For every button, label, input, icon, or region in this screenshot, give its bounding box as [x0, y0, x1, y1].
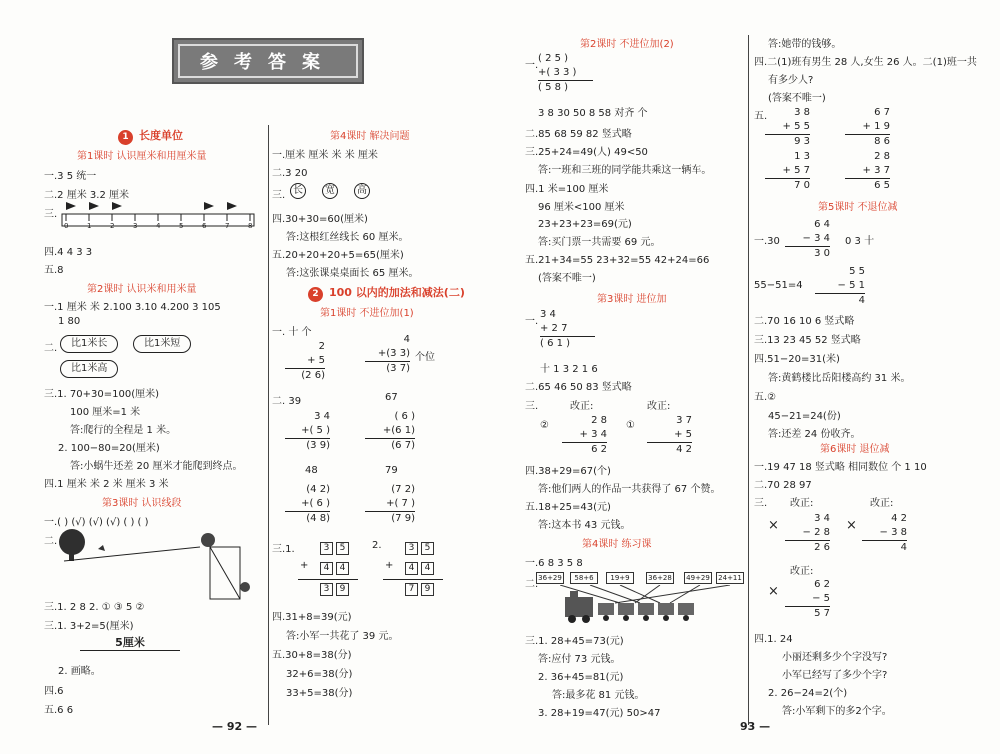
digit-box: 9 — [421, 583, 434, 596]
answer-pill: 比1米短 — [133, 335, 191, 353]
answer-line: 答:买门票一共需要 69 元。 — [538, 237, 661, 248]
fix-label: 改正: — [870, 498, 894, 509]
answer-line: 3. 28+19=47(元) 50>47 — [538, 708, 661, 719]
tree-line-svg — [50, 525, 265, 605]
segment-figure — [50, 525, 265, 605]
calc-row: +(6 1) — [382, 425, 415, 436]
answer-line: 1 80 — [58, 316, 81, 327]
answer-line: 三.1. — [272, 544, 295, 555]
expression-card: 36+28 — [646, 572, 674, 584]
answer-line: 二.70 16 10 6 竖式略 — [754, 316, 855, 327]
vertical-calc — [365, 410, 415, 453]
answer-line: 2. 26−24=2(个) — [768, 688, 848, 699]
answer-line: 二. — [44, 343, 58, 354]
calc-rule — [383, 579, 443, 580]
ruler-svg — [60, 200, 260, 236]
answer-line: 小军已经写了多少个字? — [782, 670, 888, 681]
answer-line: 33+5=38(分) — [286, 688, 353, 699]
answer-line: 二. — [525, 579, 539, 590]
tick-label: 4 — [156, 222, 161, 230]
answer-line: 三.1. 2 8 2. ① ③ 5 ② — [44, 602, 145, 613]
digit-box: 4 — [336, 562, 349, 575]
answer-line: 四.51−20=31(米) — [754, 354, 840, 365]
plus-sign: + — [300, 560, 309, 571]
calc-row: + 5 5 — [782, 121, 810, 132]
answer-line: 四.30+30=60(厘米) — [272, 214, 368, 225]
segment-label: 5厘米 — [80, 634, 180, 651]
answer-line: 答:一班和三班的同学能共乘这一辆车。 — [538, 165, 712, 176]
answer-line: 45−21=24(份) — [768, 411, 841, 422]
calc-row: + 5 7 — [782, 165, 810, 176]
answer-line: 55−51=4 — [754, 280, 803, 291]
answer-line: 小丽还剩多少个字没写? — [782, 652, 888, 663]
lesson-title: 第1课时 不进位加(1) — [320, 308, 414, 319]
answer-line: (答案不唯一) — [538, 273, 596, 284]
answer-line: 一. — [525, 60, 539, 71]
digit-box: 5 — [336, 542, 349, 555]
calc-row: + 2 7 — [540, 323, 568, 334]
calc-row: 1 3 — [794, 151, 810, 162]
vertical-calc — [765, 106, 810, 149]
calc-row: 3 4 — [314, 411, 330, 422]
vertical-calc — [785, 512, 830, 555]
tick-label: 7 — [225, 222, 230, 230]
answer-line: 一.1 厘米 米 2.100 3.10 4.200 3 105 — [44, 302, 221, 313]
calc-result: (2 6) — [285, 368, 325, 383]
calc-row: 2 8 — [591, 415, 607, 426]
answer-line: 2. 100−80=20(厘米) — [58, 443, 160, 454]
digit-box: 7 — [405, 583, 418, 596]
calc-result: 8 6 — [845, 134, 890, 149]
calc-result: ( 6 1 ) — [540, 336, 595, 351]
answer-line: 一.19 47 18 竖式略 相同数位 个 1 10 — [754, 462, 927, 473]
digit-box: 3 — [320, 583, 333, 596]
fix-label: 改正: — [647, 401, 671, 412]
calc-result: 4 2 — [647, 442, 692, 457]
calc-row: + 1 9 — [862, 121, 890, 132]
calc-row: + 3 7 — [862, 165, 890, 176]
tick-label: 1 — [87, 222, 92, 230]
answer-line: 四.31+8=39(元) — [272, 612, 352, 623]
tick-label: 8 — [248, 222, 253, 230]
answer-line: 2. 36+45=81(元) — [538, 672, 624, 683]
lesson-title: 第4课时 练习课 — [582, 539, 652, 550]
expression-card: 24+11 — [716, 572, 744, 584]
digit-box: 4 — [405, 562, 418, 575]
answer-line: 三.1. 28+45=73(元) — [525, 636, 624, 647]
digit-box: 4 — [421, 562, 434, 575]
ruler-figure — [60, 200, 260, 236]
answer-line: 五.21+34=55 23+32=55 42+24=66 — [525, 255, 710, 266]
answer-line: 三.1. 70+30=100(厘米) — [44, 389, 159, 400]
digit-box: 9 — [336, 583, 349, 596]
lesson-title: 第2课时 认识米和用米量 — [87, 284, 197, 295]
lesson-title: 第5课时 不退位减 — [818, 202, 898, 213]
unit-number-icon: 1 — [118, 130, 133, 145]
digit-box: 3 — [320, 542, 333, 555]
unit1-heading — [118, 127, 183, 145]
calc-row: ( 2 5 ) — [538, 53, 569, 64]
calc-row: − 3 8 — [879, 527, 907, 538]
page-number-right: 93 — — [740, 720, 771, 733]
answer-line: 个位 — [415, 352, 435, 363]
answer-line: 三.13 23 45 52 竖式略 — [754, 335, 861, 346]
calc-result: (3 9) — [285, 438, 330, 453]
calc-row: + 5 — [307, 355, 325, 366]
answer-line: 二.70 28 97 — [754, 480, 812, 491]
answer-line: (答案不唯一) — [768, 93, 826, 104]
answer-line: 三. — [525, 401, 539, 412]
calc-result: 3 0 — [785, 246, 830, 261]
unit2-heading — [308, 284, 465, 302]
wrong-mark-icon: × — [768, 584, 779, 599]
expression-card: 58+6 — [570, 572, 598, 584]
vertical-calc — [285, 410, 330, 453]
calc-row: + 5 — [674, 429, 692, 440]
answer-line: 五.30+8=38(分) — [272, 650, 352, 661]
answer-line: 答:爬行的全程是 1 米。 — [70, 425, 177, 436]
answer-line: 答:这本书 43 元钱。 — [538, 520, 631, 531]
answer-line: 79 — [385, 465, 398, 476]
answer-line: 100 厘米=1 米 — [70, 407, 141, 418]
answer-line: 0 3 十 — [845, 236, 875, 247]
answer-line: ② — [540, 420, 549, 431]
fix-label: 改正: — [570, 401, 594, 412]
answer-line: 3 8 30 50 8 58 对齐 个 — [538, 108, 648, 119]
answer-line: 48 — [305, 465, 318, 476]
column-divider — [268, 125, 269, 725]
answer-line: 答:小军一共花了 39 元。 — [286, 631, 399, 642]
answer-line: 三. — [44, 209, 58, 220]
train-figure — [560, 585, 750, 625]
calc-row: 6 7 — [874, 107, 890, 118]
lesson-title: 第4课时 解决问题 — [330, 131, 410, 142]
unit2-heading-text: 100 以内的加法和减法(二) — [329, 286, 465, 299]
calc-result: 6 5 — [845, 178, 890, 193]
vertical-calc — [785, 578, 830, 621]
page-number-left: — 92 — — [212, 720, 257, 733]
vertical-calc — [862, 512, 907, 555]
answer-line: 四.4 4 3 3 — [44, 247, 93, 258]
answer-line: 67 — [385, 392, 398, 403]
answer-line: 二.2 厘米 3.2 厘米 — [44, 190, 129, 201]
calc-row: +( 5 ) — [301, 425, 330, 436]
digit-box: 3 — [405, 542, 418, 555]
lesson-title: 第6课时 退位减 — [820, 444, 890, 455]
digit-box: 5 — [421, 542, 434, 555]
wrong-mark-icon: × — [768, 518, 779, 533]
answer-line: 四.38+29=67(个) — [525, 466, 611, 477]
answer-line: 五.18+25=43(元) — [525, 502, 611, 513]
answer-line: 答:黄鹤楼比岳阳楼高约 31 米。 — [768, 373, 911, 384]
calc-row: + 3 4 — [579, 429, 607, 440]
calc-row: 3 7 — [676, 415, 692, 426]
vertical-calc — [647, 414, 692, 457]
calc-row: +( 7 ) — [386, 498, 415, 509]
calc-result: 5 7 — [785, 606, 830, 621]
answer-line: 答:他们两人的作品一共获得了 67 个赞。 — [538, 484, 721, 495]
answer-line: ① — [626, 420, 635, 431]
answer-line: 四.1 米=100 厘米 — [525, 184, 609, 195]
calc-result: 6 2 — [562, 442, 607, 457]
calc-result: (6 7) — [365, 438, 415, 453]
vertical-calc — [365, 333, 410, 376]
answer-circle: 宽 — [322, 183, 338, 199]
fix-label: 改正: — [790, 566, 814, 577]
calc-result: 4 — [862, 540, 907, 555]
lesson-title: 第3课时 认识线段 — [102, 498, 182, 509]
calc-result: ( 5 8 ) — [538, 80, 593, 95]
tick-label: 0 — [64, 222, 69, 230]
answer-line: 23+23+23=69(元) — [538, 219, 632, 230]
answer-line: 2. 画略。 — [58, 666, 101, 677]
answer-line: 96 厘米<100 厘米 — [538, 202, 625, 213]
vertical-calc — [765, 150, 810, 193]
digit-box: 4 — [320, 562, 333, 575]
vertical-calc — [845, 106, 890, 149]
calc-result: 4 — [815, 293, 865, 308]
calc-row: +( 6 ) — [301, 498, 330, 509]
answer-line: 答:这根红丝线长 60 厘米。 — [286, 232, 409, 243]
calc-result: 9 3 — [765, 134, 810, 149]
answer-line: 答:这张课桌桌面长 65 厘米。 — [286, 268, 419, 279]
answer-line: 答:小蜗牛还差 20 厘米才能爬到终点。 — [70, 461, 243, 472]
tick-label: 6 — [202, 222, 207, 230]
answer-line: 五.8 — [44, 265, 64, 276]
answer-line: 四.6 — [44, 686, 64, 697]
tick-label: 3 — [133, 222, 138, 230]
answer-line: 32+6=38(分) — [286, 669, 353, 680]
answer-line: 四.二(1)班有男生 28 人,女生 26 人。二(1)班一共 — [754, 57, 977, 68]
answer-pill: 比1米高 — [60, 360, 118, 378]
answer-line: 二.3 20 — [272, 168, 308, 179]
answer-circle: 长 — [290, 183, 306, 199]
lesson-title: 第2课时 不进位加(2) — [580, 39, 674, 50]
answer-line: 四.1. 24 — [754, 634, 793, 645]
vertical-calc — [845, 150, 890, 193]
answer-line: 三. — [272, 190, 286, 201]
train-svg — [560, 585, 750, 625]
answer-line: 五.6 6 — [44, 705, 74, 716]
vertical-calc — [365, 483, 415, 526]
answer-line: 四.1 厘米 米 2 米 厘米 3 米 — [44, 479, 169, 490]
expression-card: 19+9 — [606, 572, 634, 584]
unit-number-icon: 2 — [308, 287, 323, 302]
vertical-calc — [815, 265, 865, 308]
answer-line: 答:应付 73 元钱。 — [538, 654, 621, 665]
vertical-calc — [540, 308, 595, 351]
calc-row: − 5 1 — [837, 280, 865, 291]
tick-label: 2 — [110, 222, 115, 230]
calc-row: 3 4 — [814, 513, 830, 524]
lesson-title: 第3课时 进位加 — [597, 294, 667, 305]
calc-row: 2 — [318, 341, 325, 352]
vertical-calc — [285, 483, 330, 526]
answer-line: 答:最多花 81 元钱。 — [552, 690, 645, 701]
answer-pill: 比1米长 — [60, 335, 118, 353]
answer-line: 一.厘米 厘米 米 米 厘米 — [272, 150, 378, 161]
calc-row: 3 8 — [794, 107, 810, 118]
calc-row: 5 5 — [849, 266, 865, 277]
vertical-calc — [562, 414, 607, 457]
calc-result: (4 8) — [285, 511, 330, 526]
tick-label: 5 — [179, 222, 184, 230]
answer-line: 二. 39 — [272, 396, 302, 407]
answer-line: 一.6 8 3 5 8 — [525, 558, 583, 569]
calc-result: 7 0 — [765, 178, 810, 193]
calc-row: (4 2) — [306, 484, 330, 495]
answer-line: 答:小军剩下的多2个字。 — [782, 706, 892, 717]
answer-line: 一.( ) (√) (√) (√) ( ) ( ) — [44, 517, 149, 528]
answer-line: 一. — [525, 316, 539, 327]
calc-row: 4 — [403, 334, 410, 345]
calc-row: (7 2) — [391, 484, 415, 495]
unit1-heading-text: 长度单位 — [139, 129, 183, 142]
answer-line: 答:她带的钱够。 — [768, 39, 842, 50]
answer-line: 三.1. 3+2=5(厘米) — [44, 621, 134, 632]
calc-result: (3 7) — [365, 361, 410, 376]
calc-row: ( 6 ) — [394, 411, 415, 422]
calc-row: − 2 8 — [802, 527, 830, 538]
vertical-calc — [538, 52, 593, 95]
answer-line: 一.3 5 统一 — [44, 171, 97, 182]
calc-row: − 5 — [812, 593, 830, 604]
answer-line: 二. — [44, 536, 58, 547]
answer-line: 一.30 — [754, 236, 780, 247]
answer-line: 二.65 46 50 83 竖式略 — [525, 382, 632, 393]
answer-line: 三. — [754, 498, 768, 509]
calc-row: − 3 4 — [802, 233, 830, 244]
answer-line: 五. — [754, 111, 768, 122]
calc-row: 6 4 — [814, 219, 830, 230]
calc-row: +( 3 3 ) — [538, 67, 577, 78]
calc-row: 3 4 — [540, 309, 556, 320]
plus-sign: + — [385, 560, 394, 571]
calc-row: +(3 3) — [377, 348, 410, 359]
page-title: 参考答案 — [178, 44, 358, 78]
vertical-calc — [785, 218, 830, 261]
answer-line: 一. 十 个 — [272, 327, 312, 338]
calc-row: 6 2 — [814, 579, 830, 590]
answer-line: 答:还差 24 份收齐。 — [768, 429, 861, 440]
answer-line: 十 1 3 2 1 6 — [540, 364, 598, 375]
title-banner — [172, 38, 364, 84]
calc-row: 4 2 — [891, 513, 907, 524]
answer-line: 五.② — [754, 392, 777, 403]
expression-card: 49+29 — [684, 572, 712, 584]
answer-line: 三.25+24=49(人) 49<50 — [525, 147, 648, 158]
calc-row: 2 8 — [874, 151, 890, 162]
answer-line: 二.85 68 59 82 竖式略 — [525, 129, 632, 140]
calc-result: 2 6 — [785, 540, 830, 555]
wrong-mark-icon: × — [846, 518, 857, 533]
calc-result: (7 9) — [365, 511, 415, 526]
expression-card: 36+29 — [536, 572, 564, 584]
lesson-title: 第1课时 认识厘米和用厘米量 — [77, 151, 207, 162]
answer-circle: 高 — [354, 183, 370, 199]
answer-line: 有多少人? — [768, 75, 814, 86]
vertical-calc — [285, 340, 325, 383]
answer-line: 五.20+20+20+5=65(厘米) — [272, 250, 404, 261]
fix-label: 改正: — [790, 498, 814, 509]
calc-rule — [298, 579, 358, 580]
answer-line: 2. — [372, 540, 382, 551]
